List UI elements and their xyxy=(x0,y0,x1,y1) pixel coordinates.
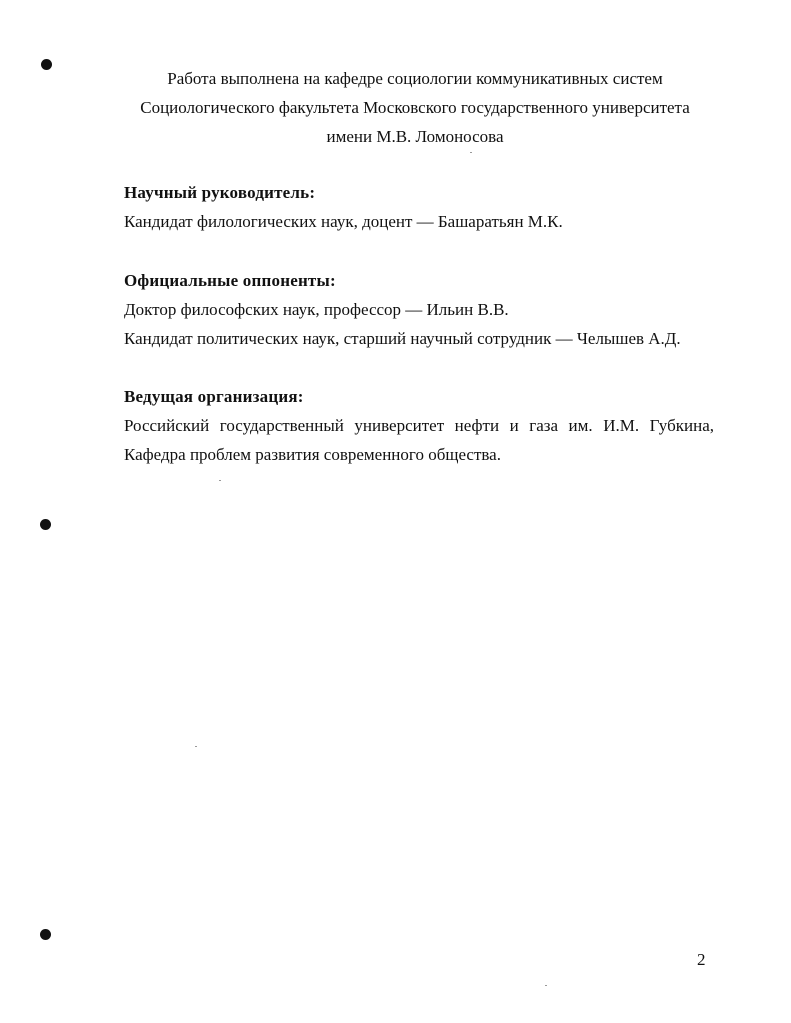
scan-speck xyxy=(219,480,221,481)
leading-organization-department: Кафедра проблем развития современного общества. xyxy=(124,445,501,464)
supervisor-section xyxy=(124,178,714,236)
leading-organization-heading: Ведущая организация: xyxy=(124,387,304,406)
opponents-heading: Официальные оппоненты: xyxy=(124,271,336,290)
header-line-faculty: Социологического факультета Московского государственного университета xyxy=(140,98,690,117)
scan-speck xyxy=(195,746,197,747)
leading-organization-name: Российский государственный университет нефти и газа им. И.М. Губкина, xyxy=(124,416,714,435)
page-number: 2 xyxy=(697,950,706,969)
scan-speck xyxy=(545,985,547,986)
supervisor-name: Кандидат филологических наук, доцент — Башаратьян М.К. xyxy=(124,212,563,231)
punch-hole-top xyxy=(41,59,52,70)
scan-speck xyxy=(470,152,472,153)
supervisor-heading: Научный руководитель: xyxy=(124,183,316,202)
punch-hole-bottom xyxy=(40,929,51,940)
header-line-department: Работа выполнена на кафедре социологии коммуникативных систем xyxy=(167,69,663,88)
opponents-section xyxy=(124,266,714,353)
header-line-university: имени М.В. Ломоносова xyxy=(326,127,504,146)
opponent-item: Кандидат политических наук, старший научный сотрудник — Челышев А.Д. xyxy=(124,329,681,348)
punch-hole-middle xyxy=(40,519,51,530)
institution-header xyxy=(120,64,710,151)
leading-organization-section xyxy=(124,382,714,469)
opponent-item: Доктор философских наук, профессор — Ильин В.В. xyxy=(124,300,509,319)
